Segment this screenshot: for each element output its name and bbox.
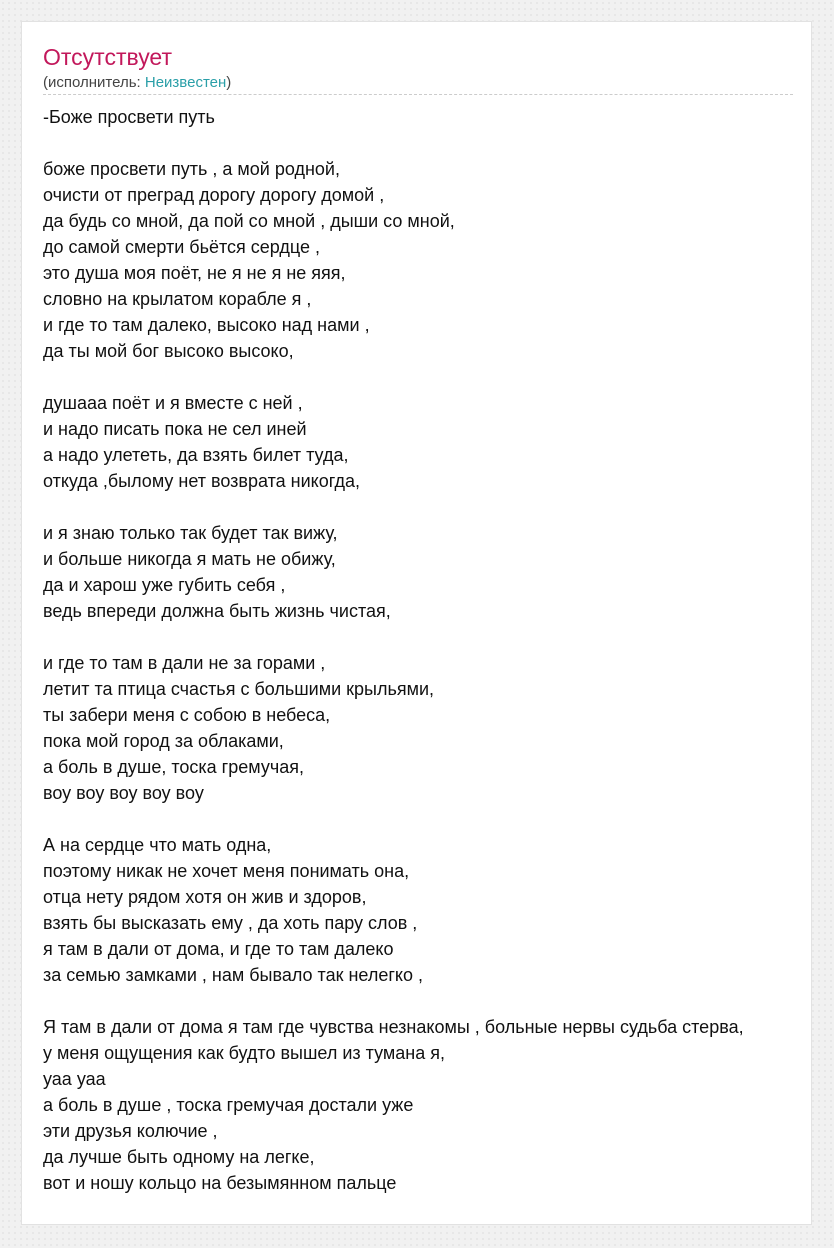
lyric-line: словно на крылатом корабле я , [43,289,312,309]
title-divider [43,94,793,95]
lyric-line: воу воу воу воу воу [43,783,204,803]
lyric-line: и надо писать пока не сел иней [43,419,307,439]
lyric-line: уаа уаа [43,1069,106,1089]
lyric-line: душааа поёт и я вместе с ней , [43,393,303,413]
lyric-line: да ты мой бог высоко высоко, [43,341,294,361]
lyric-line: поэтому никак не хочет меня понимать она, [43,861,410,881]
lyric-line: -Боже просвети путь [43,107,215,127]
lyric-line: взять бы высказать ему , да хоть пару слов , [43,913,418,933]
stanza-gap [43,806,744,832]
lyric-line: ведь впереди должна быть жизнь чистая, [43,601,391,621]
lyric-line: и больше никогда я мать не обижу, [43,549,336,569]
stanza-gap [43,988,744,1014]
lyric-line: а надо улететь, да взять билет туда, [43,445,349,465]
lyric-line: да будь со мной, да пой со мной , дыши со мной, [43,211,455,231]
lyric-line: а боль в душе, тоска гремучая, [43,757,304,777]
lyric-line: откуда ,былому нет возврата никогда, [43,471,361,491]
lyric-line: я там в дали от дома, и где то там далеко [43,939,394,959]
stanza-gap [43,494,744,520]
lyric-line: за семью замками , нам бывало так нелегко , [43,965,423,985]
lyric-line: А на сердце что мать одна, [43,835,272,855]
lyric-line: да и харош уже губить себя , [43,575,286,595]
lyric-line: это душа моя поёт, не я не я не яяя, [43,263,346,283]
artist-line [43,73,231,93]
lyric-line: отца нету рядом хотя он жив и здоров, [43,887,367,907]
lyrics-text [43,104,744,1196]
lyric-line: очисти от преград дорогу дорогу домой , [43,185,385,205]
lyric-line: до самой смерти бьётся сердце , [43,237,320,257]
lyric-line: боже просвети путь , а мой родной, [43,159,340,179]
lyric-line: Я там в дали от дома я там где чувства незнакомы , больные нервы судьба стерва, [43,1017,744,1037]
lyric-line: у меня ощущения как будто вышел из тумана я, [43,1043,445,1063]
lyric-line: эти друзья колючие , [43,1121,218,1141]
lyric-line: и где то там в дали не за горами , [43,653,326,673]
artist-prefix: (исполнитель: [43,74,145,91]
lyric-line: летит та птица счастья с большими крыльями, [43,679,435,699]
song-title: Отсутствует [43,44,172,70]
artist-suffix: ) [226,74,232,91]
lyric-line: пока мой город за облаками, [43,731,284,751]
lyric-line: вот и ношу кольцо на безымянном пальце [43,1173,397,1193]
lyrics-card [21,21,812,1225]
lyric-line: и я знаю только так будет так вижу, [43,523,338,543]
stanza-gap [43,624,744,650]
lyric-line: ты забери меня с собою в небеса, [43,705,331,725]
stanza-gap [43,130,744,156]
artist-link[interactable]: Неизвестен [144,74,227,91]
lyric-line: а боль в душе , тоска гремучая достали уже [43,1095,414,1115]
lyric-line: да лучше быть одному на легке, [43,1147,315,1167]
stanza-gap [43,364,744,390]
lyric-line: и где то там далеко, высоко над нами , [43,315,370,335]
